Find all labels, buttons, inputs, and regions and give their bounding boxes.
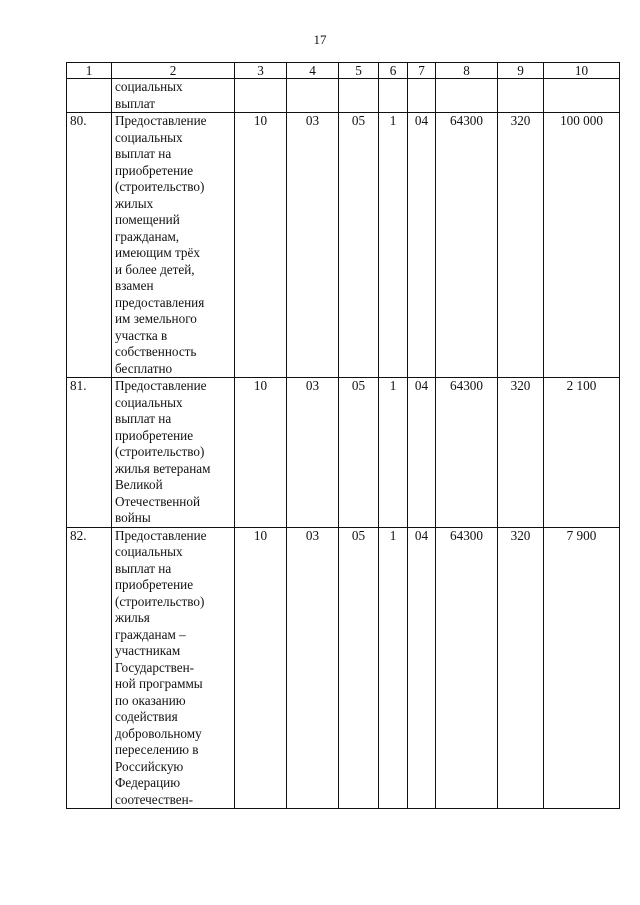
description-line: приобретение [115,162,194,178]
code-cell [408,79,436,113]
description-line: приобретение [115,577,194,592]
description-line: собственность [115,344,197,359]
table-row [67,113,620,378]
description-line: выплат на [115,560,172,576]
code-cell: 1 [379,378,408,528]
description-line: предоставления [115,294,205,310]
header-cell: 3 [235,63,287,79]
continuation-row [67,79,620,113]
budget-table [66,62,620,809]
code-cell: 320 [498,527,544,809]
code-cell: 04 [408,378,436,528]
code-cell [436,79,498,113]
header-row [67,63,620,79]
amount-cell: 7 900 [544,527,620,809]
description-cell [112,79,235,113]
description-line: соотечествен- [115,791,194,807]
description-line: по оказанию [115,692,186,708]
code-cell: 10 [235,527,287,809]
header-cell: 1 [67,63,112,79]
code-cell: 05 [339,378,379,528]
code-cell: 320 [498,378,544,528]
code-cell: 10 [235,378,287,528]
header-cell: 4 [287,63,339,79]
description-line: добровольному [115,725,202,741]
description-cell [112,378,235,528]
code-cell: 03 [287,113,339,378]
code-cell: 320 [498,113,544,378]
code-cell: 64300 [436,527,498,809]
description-line: и более детей, [115,261,195,277]
table-row [67,378,620,528]
description-line: гражданам, [115,228,180,244]
description-cell [112,113,235,378]
header-cell: 6 [379,63,408,79]
description-line: (строительство) [115,179,205,194]
header-cell: 5 [339,63,379,79]
header-cell: 8 [436,63,498,79]
code-cell: 1 [379,113,408,378]
description-line: гражданам – [115,626,186,642]
header-cell: 7 [408,63,436,79]
amount-cell [544,79,620,113]
description-line: участка в [115,327,168,343]
code-cell [339,79,379,113]
description-line: Российскую [115,758,184,774]
description-line: Государствен- [115,659,195,675]
code-cell: 04 [408,113,436,378]
description-line: социальных [115,394,183,410]
amount-cell: 2 100 [544,378,620,528]
description-line: содействия [115,709,178,724]
description-line: Предоставление [115,527,207,543]
code-cell: 1 [379,527,408,809]
code-cell [287,79,339,113]
description-line: бесплатно [115,360,173,376]
code-cell: 05 [339,527,379,809]
header-cell: 2 [112,63,235,79]
row-number-cell: 81. [67,378,112,528]
row-number-cell [67,79,112,113]
code-cell: 05 [339,113,379,378]
description-line: взамен [115,278,154,293]
description-line: ной программы [115,676,203,691]
description-line: жилья ветеранам [115,460,211,476]
description-line: войны [115,510,151,525]
description-line: имеющим трёх [115,245,200,260]
header-cell: 10 [544,63,620,79]
description-line: Великой [115,477,163,492]
description-line: помещений [115,212,180,227]
code-cell: 03 [287,378,339,528]
description-line: (строительство) [115,593,205,609]
description-cell [112,527,235,809]
code-cell: 03 [287,527,339,809]
description-line: выплат на [115,411,172,426]
description-line: выплат [115,95,156,111]
description-line: им земельного [115,311,197,326]
row-number-cell: 82. [67,527,112,809]
description-line: жилья [115,610,150,625]
page-number: 17 [313,32,327,47]
description-line: переселению в [115,742,199,757]
description-line: приобретение [115,427,194,443]
description-line: Предоставление [115,378,207,393]
code-cell [235,79,287,113]
description-line: Предоставление [115,113,207,128]
code-cell: 64300 [436,378,498,528]
table-row [67,527,620,809]
code-cell: 10 [235,113,287,378]
description-line: социальных [115,544,183,559]
description-line: выплат на [115,146,172,161]
description-line: Отечественной [115,493,201,509]
code-cell: 64300 [436,113,498,378]
amount-cell: 100 000 [544,113,620,378]
header-cell: 9 [498,63,544,79]
code-cell [498,79,544,113]
code-cell [379,79,408,113]
row-number-cell: 80. [67,113,112,378]
description-line: (строительство) [115,444,205,459]
description-line: жилых [115,195,154,211]
description-line: социальных [115,79,183,94]
description-line: участникам [115,643,181,658]
description-line: социальных [115,129,183,145]
description-line: Федерацию [115,775,181,790]
code-cell: 04 [408,527,436,809]
